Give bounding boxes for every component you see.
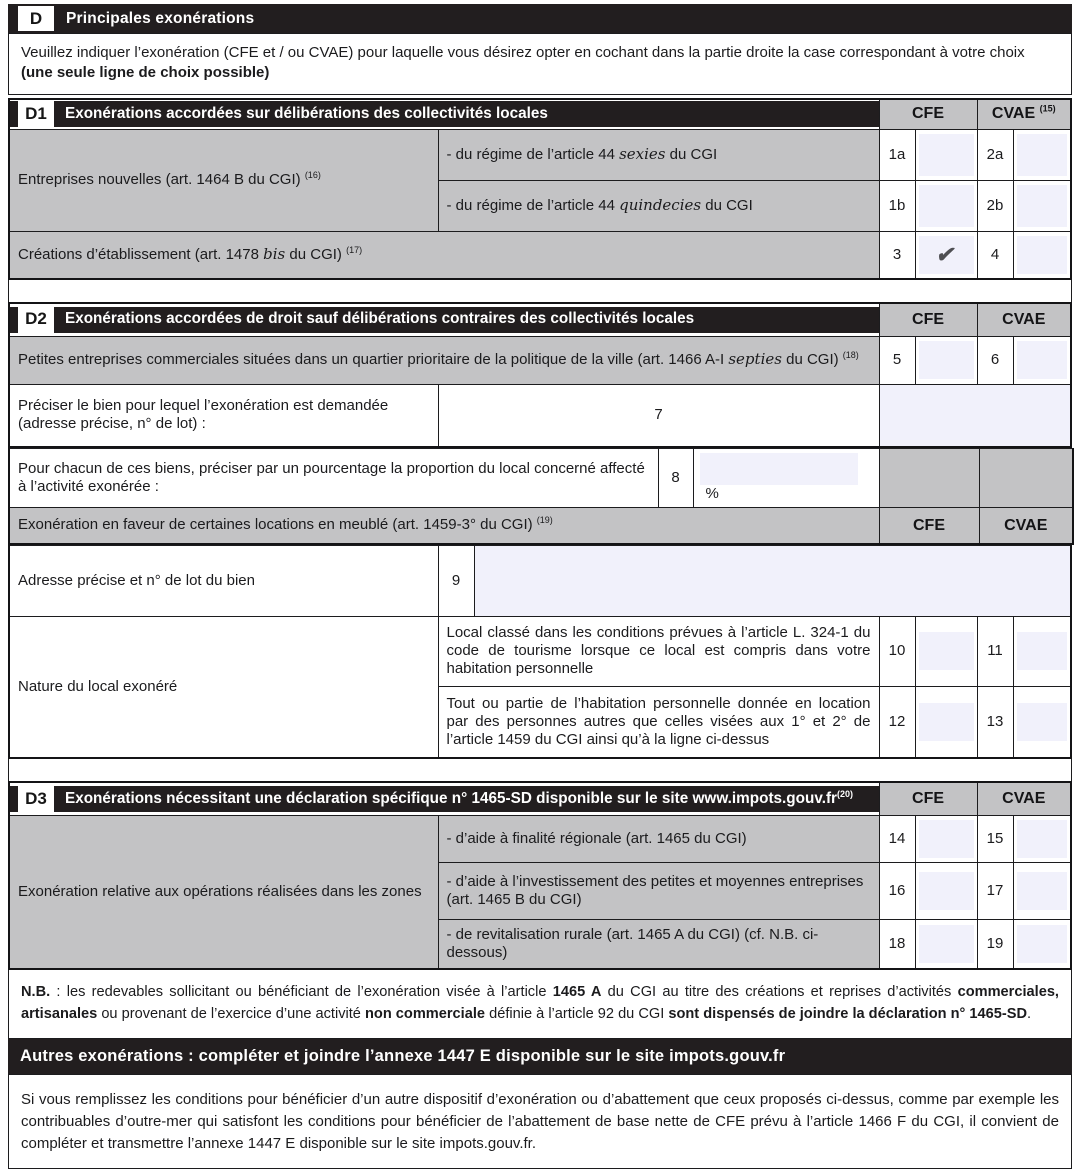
line-number-2a: 2a [977,130,1013,181]
cvae-footnote: (15) [1039,104,1056,115]
d3-header-bar [9,782,879,815]
d3-zones-label: Exonération relative aux opérations réalisées dans les zones [9,815,438,969]
d2-cfe-column-header: CFE [879,303,977,336]
line-number-19: 19 [977,919,1013,969]
checkbox-13[interactable] [1013,686,1071,758]
d2-table [8,302,1072,448]
checkbox-3[interactable] [915,232,977,280]
d1-entreprises-nouvelles-label: Entreprises nouvelles (art. 1464 B du CGI) $^{(16)}$ [9,130,438,232]
d2-row8-gray-cvae [979,449,1073,508]
percentage-input-cell [693,449,879,508]
d1-header-bar [9,99,879,130]
line-number-2b: 2b [977,181,1013,232]
checkbox-2a[interactable] [1013,130,1071,181]
check-icon: ✔ [934,242,958,267]
line-number-7: 7 [438,384,879,447]
d1-table [8,98,1072,281]
percent-sign: % [705,485,719,502]
checkbox-1a[interactable] [915,130,977,181]
checkbox-10[interactable] [915,616,977,686]
section-d-header [8,4,1072,33]
line-number-3: 3 [879,232,915,280]
checkbox-16[interactable] [915,862,977,919]
checkbox-4[interactable] [1013,232,1071,280]
line-number-9: 9 [438,545,474,616]
d3-investissement-pme-label: - d’aide à l’investissement des petites et moyennes entreprises (art. 1465 B du CGI) [438,862,879,919]
nb-paragraph: N.B. : les redevables sollicitant ou bénéficiant de l’exonération visée à l’article 1465 A du CGI au titre des créations et reprises d’activités commerciales, artisanales ou provenant de l’exercice d’une activité non commerciale définie à l’article 92 du CGI sont dispensés de joindre la déclaration n° 1465-SD. [8,970,1072,1039]
line-number-14: 14 [879,815,915,862]
d3-table [8,781,1072,970]
section-gap [8,280,1072,302]
intro-bold: (une seule ligne de choix possible) [21,64,270,82]
d2-habitation-personnelle-label: Tout ou partie de l’habitation personnelle donnée en location par des personnes autres que celles visées aux 1° et 2° de l’article 1459 du CGI ainsi qu’à la ligne ci-dessus [438,686,879,758]
section-d-title: Principales exonérations [66,9,255,27]
d2-row8-gray-cfe [879,449,979,508]
line-number-1b: 1b [879,181,915,232]
intro-text: Veuillez indiquer l’exonération (CFE et / ou CVAE) pour laquelle vous désirez opter en cochant dans la partie droite la case correspondant à votre choix [21,44,1025,61]
line-number-5: 5 [879,336,915,384]
d2-preciser-bien-label: Préciser le bien pour lequel l’exonération est demandée (adresse précise, n° de lot) : [9,384,438,447]
checkbox-15[interactable] [1013,815,1071,862]
intro-paragraph [8,33,1072,95]
d2-tag: D2 [18,307,54,333]
checkbox-6[interactable] [1013,336,1071,384]
d2-cvae-column-header: CVAE [977,303,1071,336]
input-field-8[interactable] [700,453,858,485]
d3-title: Exonérations nécessitant une déclaration spécifique n° 1465-SD disponible sur le site $www.impots.gouv.fr^{(20)}$ [65,788,854,807]
d2-meuble-label: Exonération en faveur de certaines locations en meublé (art. 1459-3° du CGI) $^{(19)}$ [9,508,879,544]
form-page [8,0,1072,1169]
d2-lower-table [8,545,1072,760]
d2-row8-table [8,448,1074,545]
d2-title: Exonérations accordées de droit sauf délibérations contraires des collectivités locales [65,310,695,328]
d1-cfe-column-header: CFE [879,99,977,130]
d3-finalite-regionale-label: - d’aide à finalité régionale (art. 1465 du CGI) [438,815,879,862]
line-number-11: 11 [977,616,1013,686]
input-field-9[interactable] [474,545,1071,616]
line-number-15: 15 [977,815,1013,862]
checkbox-18[interactable] [915,919,977,969]
d2-nature-local-label: Nature du local exonéré [9,616,438,758]
section-d-tag: D [18,6,54,31]
d3-cvae-column-header: CVAE [977,782,1071,815]
d1-regime-sexies-label: - du régime de l’article 44 sexies du CGI [438,130,879,181]
line-number-17: 17 [977,862,1013,919]
d2-header-bar [9,303,879,336]
checkbox-19[interactable] [1013,919,1071,969]
line-number-6: 6 [977,336,1013,384]
d1-tag: D1 [18,101,54,127]
d2-petites-entreprises-label: Petites entreprises commerciales situées dans un quartier prioritaire de la politique de la ville (art. 1466 A-I septies du CGI) $^{(18)}$ [9,336,879,384]
autres-exonerations-banner: Autres exonérations : compléter et joindre l’annexe 1447 E disponible sur le site impots.gouv.fr [8,1039,1072,1074]
d1-cvae-column-header: CVAE $^{(15)}$ [977,99,1071,130]
line-number-18: 18 [879,919,915,969]
line-number-8: 8 [658,449,693,508]
line-number-16: 16 [879,862,915,919]
checkbox-17[interactable] [1013,862,1071,919]
input-field-7[interactable] [879,384,1071,447]
d2-local-classe-label: Local classé dans les conditions prévues à l’article L. 324-1 du code de tourisme lorsque ce local est compris dans votre habitation personnelle [438,616,879,686]
d3-tag: D3 [18,786,54,812]
footer-paragraph: Si vous remplissez les conditions pour bénéficier d’un autre dispositif d’exonération ou d’abattement que ceux proposés ci-dessus, comme par exemple les contribuables d’outre-mer qui satisfont les conditions pour bénéficier de l’abattement de base nette de CFE prévu à l’article 1466 F du CGI, il convient de compléter et transmettre l’annexe 1447 E disponible sur le site impots.gouv.fr. [8,1074,1072,1169]
d1-creations-etablissement-label: Créations d’établissement (art. 1478 bis du CGI) $^{(17)}$ [9,232,879,280]
meuble-cvae-header: CVAE [979,508,1073,544]
checkbox-1b[interactable] [915,181,977,232]
checkbox-5[interactable] [915,336,977,384]
checkbox-14[interactable] [915,815,977,862]
meuble-cfe-header: CFE [879,508,979,544]
checkbox-12[interactable] [915,686,977,758]
checkbox-2b[interactable] [1013,181,1071,232]
d3-revitalisation-rurale-label: - de revitalisation rurale (art. 1465 A du CGI) (cf. N.B. ci-dessous) [438,919,879,969]
line-number-13: 13 [977,686,1013,758]
d2-adresse-label: Adresse précise et n° de lot du bien [9,545,438,616]
line-number-1a: 1a [879,130,915,181]
checkbox-11[interactable] [1013,616,1071,686]
line-number-12: 12 [879,686,915,758]
d3-cfe-column-header: CFE [879,782,977,815]
d2-pourcentage-label: Pour chacun de ces biens, préciser par un pourcentage la proportion du local concerné affecté à l’activité exonérée : [9,449,658,508]
section-gap [8,759,1072,781]
d1-regime-quindecies-label: - du régime de l’article 44 quindecies du CGI [438,181,879,232]
line-number-4: 4 [977,232,1013,280]
line-number-10: 10 [879,616,915,686]
d1-title: Exonérations accordées sur délibérations des collectivités locales [65,104,548,122]
